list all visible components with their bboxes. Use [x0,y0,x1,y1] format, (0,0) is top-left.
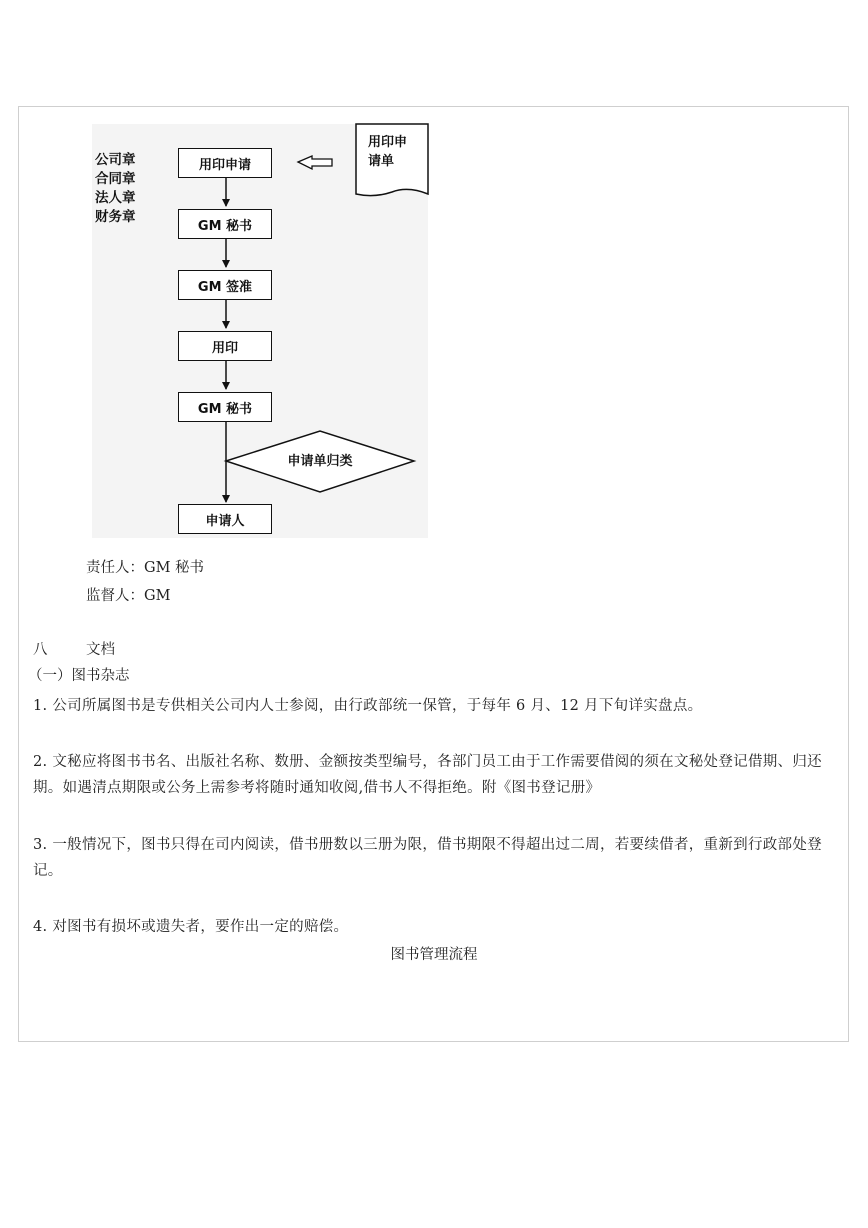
paragraph-4: 4. 对图书有损坏或遗失者，要作出一定的赔偿。 [33,919,349,935]
flow-step-stamping: 用印 [178,331,272,361]
paragraph-3: 3. 一般情况下，图书只得在司内阅读，借书册数以三册为限，借书期限不得超出过二周，若要续借者，重新到行政部处登记。 [33,837,822,879]
flow-step-gm-approval: GM 签准 [178,270,272,300]
flow-step-gm-secretary-2: GM 秘书 [178,392,272,422]
section-number: 八 [33,642,48,658]
subsection-title: （一）图书杂志 [28,668,130,684]
flow-step-stamp-request: 用印申请 [178,148,272,178]
next-section-title: 图书管理流程 [390,947,478,963]
stamp-request-form-label: 用印申 请单 [368,135,408,169]
stamp-type: 公司章 [95,152,136,168]
stamp-type: 合同章 [95,171,136,187]
hollow-left-arrow [298,156,332,169]
decision-label: 申请单归类 [287,454,353,469]
flow-step-gm-secretary: GM 秘书 [178,209,272,239]
paragraph-1: 1. 公司所属图书是专供相关公司内人士参阅，由行政部统一保管，于每年 6 月、12 月下旬详实盘点。 [33,698,703,714]
paragraph-2: 2. 文秘应将图书书名、出版社名称、数册、金额按类型编号，各部门员工由于工作需要借阅的须在文秘处登记借期、归还期。如遇清点期限或公务上需参考将随时通知收阅,借书人不得拒绝。附《图书登记册》 [33,754,822,796]
supervisor: 监督人：GM [86,588,171,604]
stamp-type: 法人章 [95,190,136,206]
section-title: 文档 [86,642,115,658]
stamp-type: 财务章 [95,209,136,225]
flow-step-applicant: 申请人 [178,504,272,534]
responsible-person: 责任人：GM 秘书 [86,560,205,576]
